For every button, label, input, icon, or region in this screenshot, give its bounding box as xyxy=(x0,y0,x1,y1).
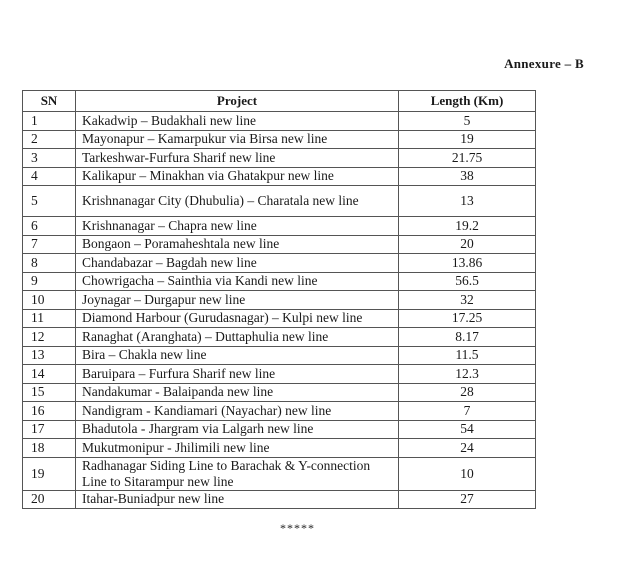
project-cell: Krishnanagar City (Dhubulia) – Charatala new line xyxy=(76,186,399,217)
end-marker: ***** xyxy=(280,521,315,535)
project-cell: Nandigram - Kandiamari (Nayachar) new line xyxy=(76,402,399,421)
length-cell: 11.5 xyxy=(399,346,536,365)
sn-cell: 4 xyxy=(23,167,76,186)
table-row xyxy=(23,186,536,217)
table-row xyxy=(23,457,536,490)
table-row xyxy=(23,365,536,384)
length-cell: 8.17 xyxy=(399,328,536,347)
length-cell: 56.5 xyxy=(399,272,536,291)
project-cell: Kalikapur – Minakhan via Ghatakpur new line xyxy=(76,167,399,186)
project-cell: Bira – Chakla new line xyxy=(76,346,399,365)
length-cell: 28 xyxy=(399,383,536,402)
length-cell: 54 xyxy=(399,420,536,439)
length-cell: 5 xyxy=(399,112,536,131)
project-cell: Chandabazar – Bagdah new line xyxy=(76,254,399,273)
sn-cell: 6 xyxy=(23,217,76,236)
sn-cell: 9 xyxy=(23,272,76,291)
sn-cell: 15 xyxy=(23,383,76,402)
sn-cell: 20 xyxy=(23,490,76,509)
length-cell: 24 xyxy=(399,439,536,458)
sn-cell: 1 xyxy=(23,112,76,131)
table-row xyxy=(23,346,536,365)
length-cell: 13 xyxy=(399,186,536,217)
length-cell: 17.25 xyxy=(399,309,536,328)
table-row xyxy=(23,309,536,328)
project-cell: Bongaon – Poramaheshtala new line xyxy=(76,235,399,254)
table-row xyxy=(23,383,536,402)
header-sn: SN xyxy=(23,91,76,112)
project-cell: Tarkeshwar-Furfura Sharif new line xyxy=(76,149,399,168)
length-cell: 7 xyxy=(399,402,536,421)
sn-cell: 17 xyxy=(23,420,76,439)
length-cell: 38 xyxy=(399,167,536,186)
table-row xyxy=(23,402,536,421)
sn-cell: 14 xyxy=(23,365,76,384)
table-row xyxy=(23,254,536,273)
sn-cell: 18 xyxy=(23,439,76,458)
length-cell: 12.3 xyxy=(399,365,536,384)
table-row xyxy=(23,272,536,291)
table-row xyxy=(23,439,536,458)
length-cell: 27 xyxy=(399,490,536,509)
sn-cell: 2 xyxy=(23,130,76,149)
project-cell: Chowrigacha – Sainthia via Kandi new line xyxy=(76,272,399,291)
table-row xyxy=(23,149,536,168)
project-cell: Nandakumar - Balaipanda new line xyxy=(76,383,399,402)
project-cell: Itahar-Buniadpur new line xyxy=(76,490,399,509)
sn-cell: 5 xyxy=(23,186,76,217)
project-cell: Mayonapur – Kamarpukur via Birsa new line xyxy=(76,130,399,149)
header-project: Project xyxy=(76,91,399,112)
sn-cell: 10 xyxy=(23,291,76,310)
project-cell: Baruipara – Furfura Sharif new line xyxy=(76,365,399,384)
length-cell: 21.75 xyxy=(399,149,536,168)
table-row xyxy=(23,291,536,310)
table-row xyxy=(23,490,536,509)
project-cell: Radhanagar Siding Line to Barachak & Y-connection Line to Sitarampur new line xyxy=(76,457,399,490)
project-cell: Diamond Harbour (Gurudasnagar) – Kulpi new line xyxy=(76,309,399,328)
projects-table xyxy=(22,90,536,509)
sn-cell: 16 xyxy=(23,402,76,421)
length-cell: 32 xyxy=(399,291,536,310)
sn-cell: 12 xyxy=(23,328,76,347)
project-cell: Kakadwip – Budakhali new line xyxy=(76,112,399,131)
table-row xyxy=(23,328,536,347)
table-body xyxy=(23,112,536,509)
length-cell: 13.86 xyxy=(399,254,536,273)
table-row xyxy=(23,217,536,236)
length-cell: 10 xyxy=(399,457,536,490)
header-length: Length (Km) xyxy=(399,91,536,112)
project-cell: Bhadutola - Jhargram via Lalgarh new line xyxy=(76,420,399,439)
project-cell: Mukutmonipur - Jhilimili new line xyxy=(76,439,399,458)
annexure-label: Annexure – B xyxy=(504,56,584,71)
project-cell: Krishnanagar – Chapra new line xyxy=(76,217,399,236)
table-row xyxy=(23,420,536,439)
project-cell: Joynagar – Durgapur new line xyxy=(76,291,399,310)
table-row xyxy=(23,130,536,149)
table-row xyxy=(23,112,536,131)
table-header-row xyxy=(23,91,536,112)
sn-cell: 8 xyxy=(23,254,76,273)
sn-cell: 7 xyxy=(23,235,76,254)
table-row xyxy=(23,235,536,254)
sn-cell: 19 xyxy=(23,457,76,490)
length-cell: 19 xyxy=(399,130,536,149)
length-cell: 19.2 xyxy=(399,217,536,236)
length-cell: 20 xyxy=(399,235,536,254)
sn-cell: 3 xyxy=(23,149,76,168)
table-row xyxy=(23,167,536,186)
sn-cell: 11 xyxy=(23,309,76,328)
project-cell: Ranaghat (Aranghata) – Duttaphulia new line xyxy=(76,328,399,347)
sn-cell: 13 xyxy=(23,346,76,365)
